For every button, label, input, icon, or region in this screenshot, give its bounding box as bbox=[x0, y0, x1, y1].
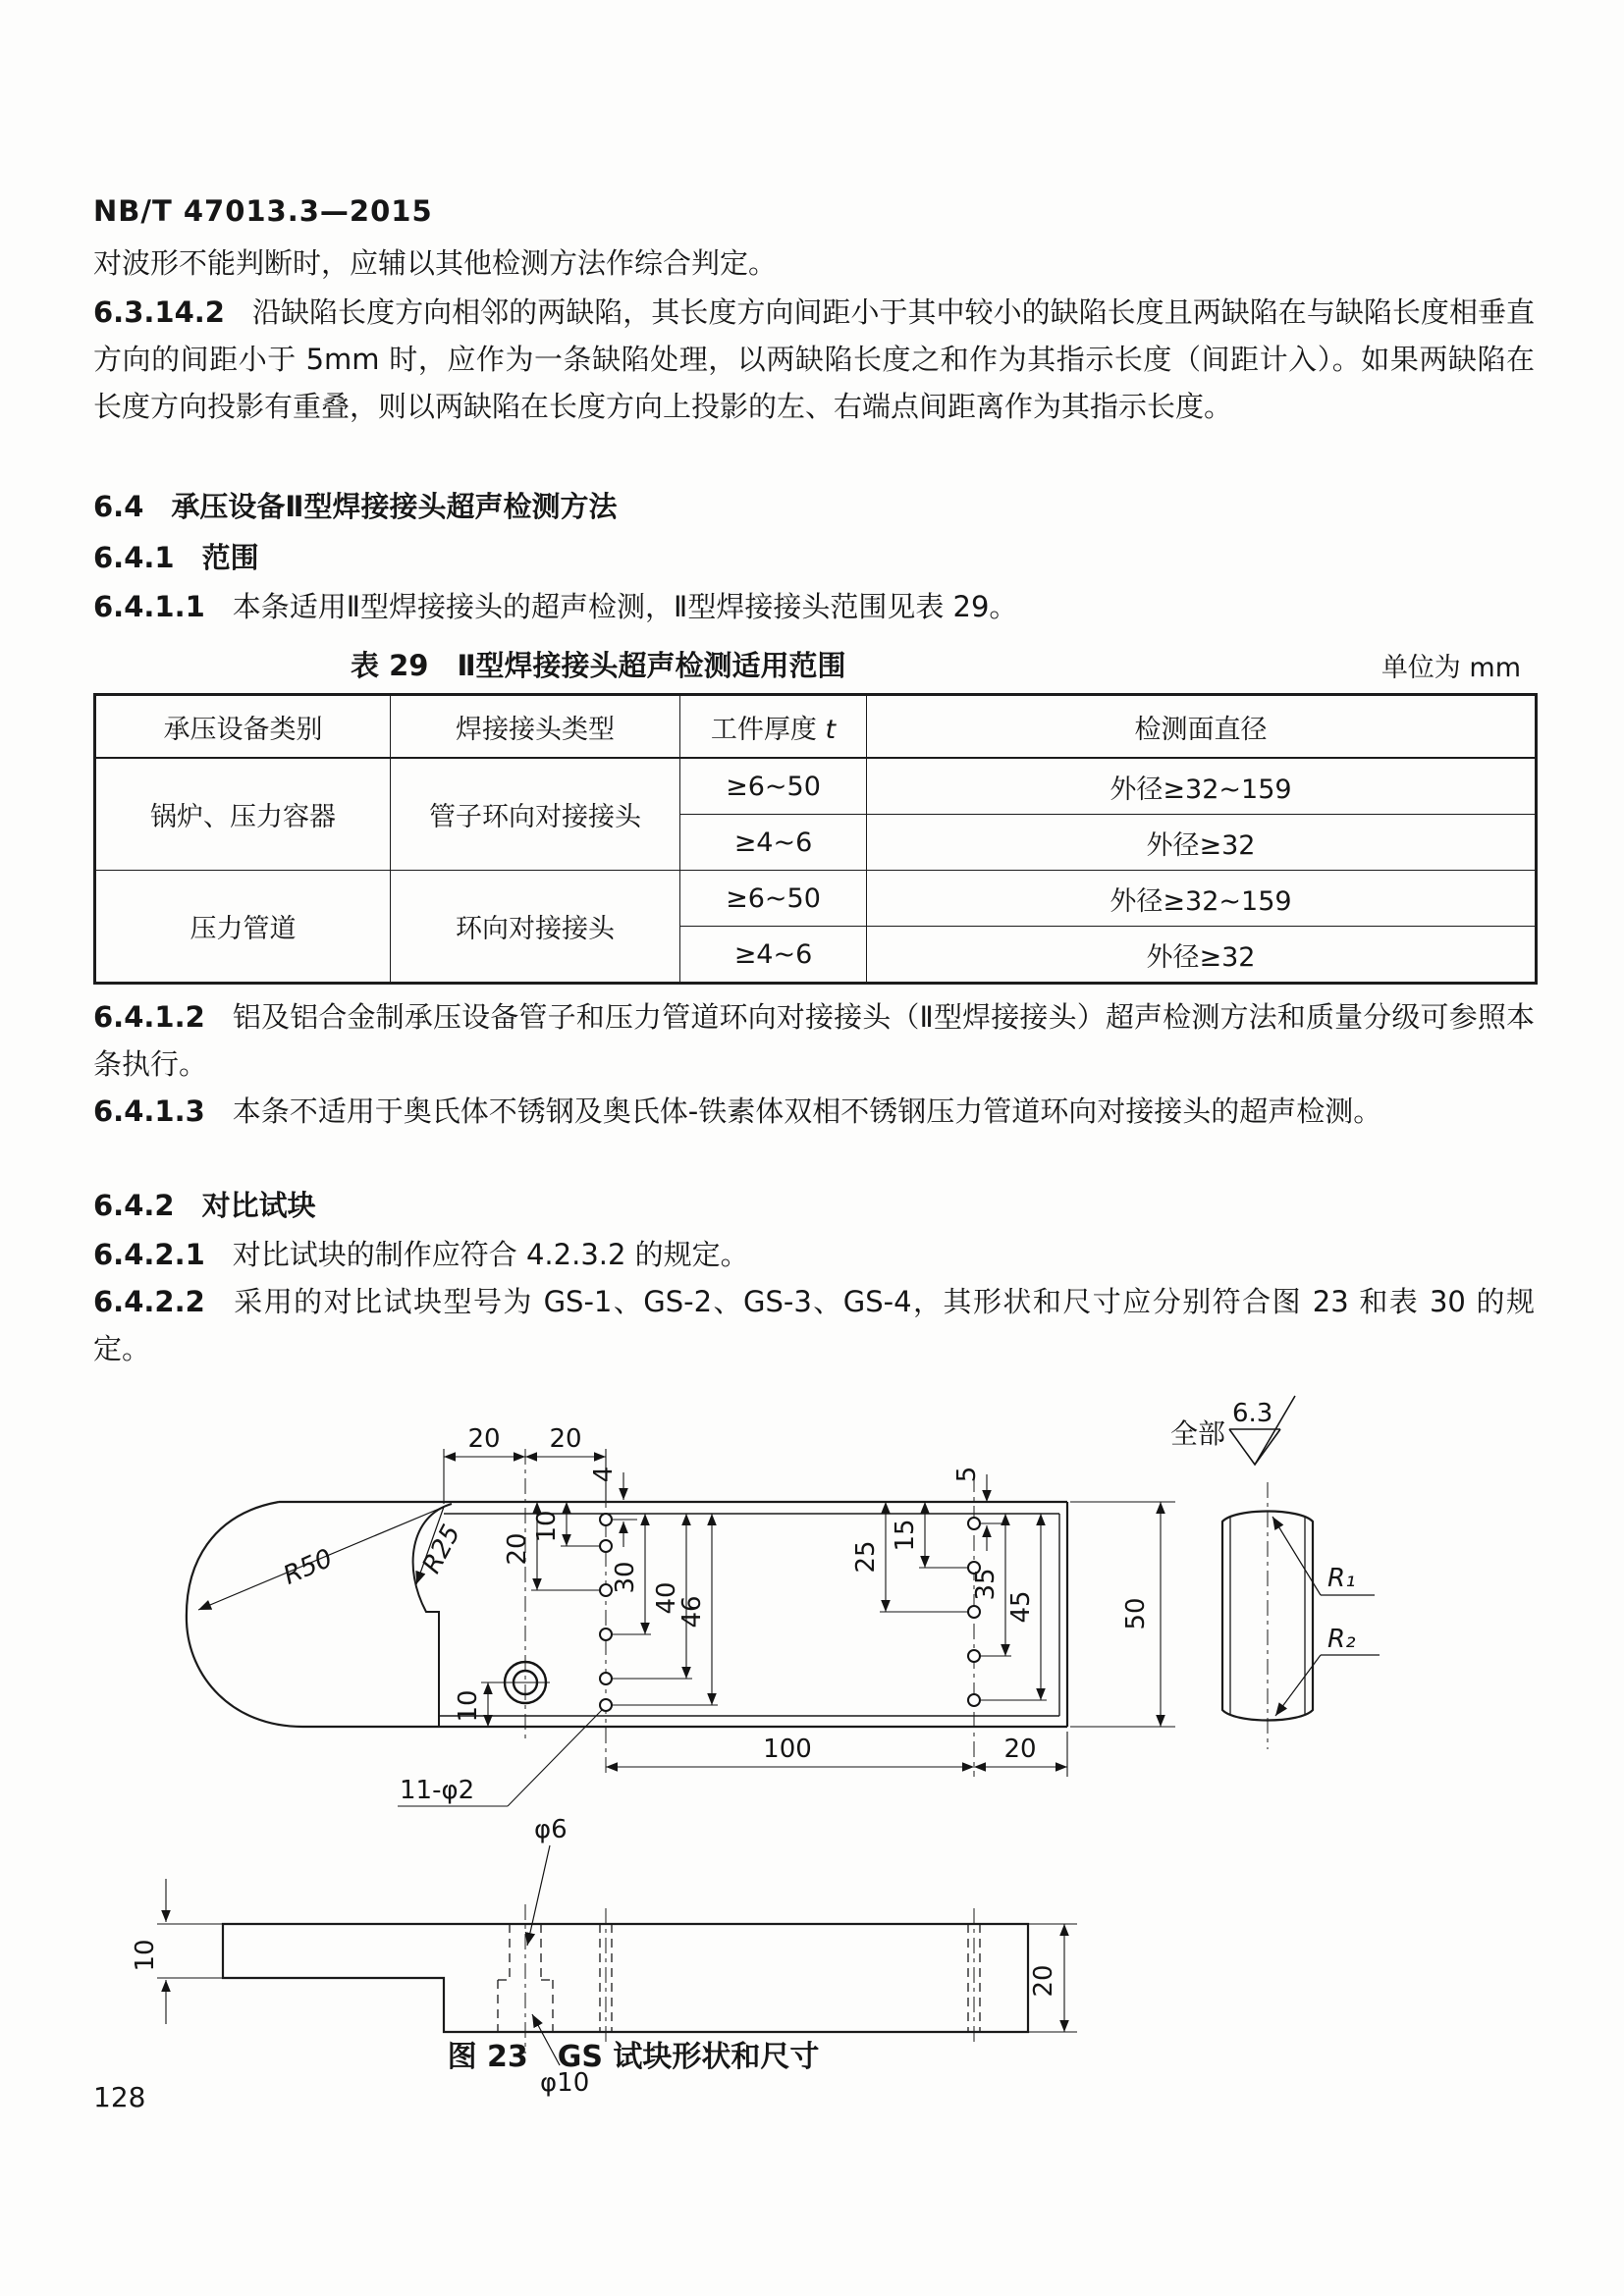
paragraph-6-4-1-1 bbox=[93, 583, 1535, 630]
figure-caption: 图 23 GS 试块形状和尺寸 bbox=[447, 2040, 820, 2074]
table-row bbox=[95, 758, 1537, 815]
cell-equipment: 压力管道 bbox=[95, 871, 391, 984]
col-header-surface-diameter: 检测面直径 bbox=[867, 695, 1537, 759]
paragraph-6-4-1-3 bbox=[93, 1088, 1535, 1135]
dim-label-4: 4 bbox=[589, 1466, 619, 1483]
surface-finish-prefix: 全部 bbox=[1170, 1417, 1226, 1450]
col-header-thickness-text: 工件厚度 bbox=[710, 714, 817, 745]
elevation-dims bbox=[157, 1879, 1077, 2032]
bottom-dims bbox=[606, 1732, 1067, 1777]
cell-joint: 管子环向对接接头 bbox=[391, 758, 680, 871]
table-row bbox=[95, 871, 1537, 927]
cell-surface: 外径≥32 bbox=[867, 815, 1537, 871]
cell-surface: 外径≥32~159 bbox=[867, 871, 1537, 927]
clause-text: 对比试块的制作应符合 4.2.3.2 的规定。 bbox=[232, 1238, 749, 1271]
radius-label-r50: R50 bbox=[279, 1543, 338, 1591]
clause-number: 6.4.1.2 bbox=[93, 1000, 205, 1034]
surface-finish-value: 6.3 bbox=[1232, 1399, 1273, 1428]
clause-number: 6.4.2.1 bbox=[93, 1238, 205, 1271]
holes-label-11-phi2: 11-φ2 bbox=[400, 1776, 475, 1805]
elevation-outline bbox=[223, 1924, 1028, 2032]
table-header-row bbox=[95, 695, 1537, 759]
clause-number: 6.4.2.2 bbox=[93, 1285, 205, 1318]
heading-text: 对比试块 bbox=[201, 1189, 316, 1222]
hole-label-phi10: φ10 bbox=[540, 2068, 590, 2098]
clause-number: 6.4.1.3 bbox=[93, 1095, 205, 1128]
table-29 bbox=[93, 693, 1538, 985]
table-title-bar bbox=[93, 644, 1535, 687]
clause-text: 本条不适用于奥氏体不锈钢及奥氏体-铁素体双相不锈钢压力管道环向对接接头的超声检测。 bbox=[232, 1095, 1382, 1128]
dim-label-cb-10: 10 bbox=[454, 1689, 483, 1723]
page-number: 128 bbox=[93, 2081, 146, 2113]
dim-label-15: 15 bbox=[891, 1519, 920, 1552]
cell-thickness: ≥4~6 bbox=[680, 815, 867, 871]
paragraph-text: 对波形不能判断时，应辅以其他检测方法作综合判定。 bbox=[93, 246, 778, 280]
cell-thickness: ≥6~50 bbox=[680, 871, 867, 927]
clause-text: 本条适用Ⅱ型焊接接头的超声检测，Ⅱ型焊接接头范围见表 29。 bbox=[232, 590, 1018, 623]
clause-number: 6.3.14.2 bbox=[93, 295, 225, 329]
dim-label-45: 45 bbox=[1006, 1590, 1036, 1624]
table-unit-label: 单位为 mm bbox=[1380, 653, 1521, 683]
dim-label-elev-10: 10 bbox=[131, 1939, 160, 1972]
table-title: 表 29 Ⅱ型焊接接头超声检测适用范围 bbox=[351, 649, 846, 682]
cell-surface: 外径≥32 bbox=[867, 927, 1537, 984]
radius-label-r1: R₁ bbox=[1327, 1564, 1356, 1593]
clause-number: 6.4 bbox=[93, 490, 144, 523]
cell-equipment: 锅炉、压力容器 bbox=[95, 758, 391, 871]
clause-number: 6.4.2 bbox=[93, 1189, 175, 1222]
paragraph-6-4-1-2 bbox=[93, 993, 1535, 1088]
radius-label-r2: R₂ bbox=[1327, 1625, 1356, 1654]
col-header-joint-type: 焊接接头类型 bbox=[391, 695, 680, 759]
elevation-hidden-lines bbox=[498, 1924, 980, 2032]
dim-label-top-20a: 20 bbox=[467, 1424, 501, 1454]
dim-label-30: 30 bbox=[611, 1561, 640, 1594]
col-header-thickness bbox=[680, 695, 867, 759]
cell-thickness: ≥4~6 bbox=[680, 927, 867, 984]
heading-6-4 bbox=[93, 483, 1535, 530]
dim-label-10: 10 bbox=[532, 1510, 562, 1543]
col-header-equipment: 承压设备类别 bbox=[95, 695, 391, 759]
paragraph-intro bbox=[93, 240, 1535, 287]
clause-text: 采用的对比试块型号为 GS-1、GS-2、GS-3、GS-4，其形状和尺寸应分别符合图 23 和表 30 的规定。 bbox=[93, 1285, 1535, 1365]
paragraph-6-4-2-1 bbox=[93, 1231, 1535, 1278]
cell-surface: 外径≥32~159 bbox=[867, 758, 1537, 815]
dim-label-50: 50 bbox=[1121, 1597, 1151, 1630]
counterbore-dim bbox=[481, 1682, 505, 1727]
heading-6-4-2 bbox=[93, 1182, 1535, 1229]
heading-text: 承压设备Ⅱ型焊接接头超声检测方法 bbox=[171, 490, 618, 523]
top-dim-chain bbox=[444, 1449, 606, 1504]
dim-label-elev-20: 20 bbox=[1029, 1964, 1058, 1998]
dim-label-25: 25 bbox=[851, 1540, 881, 1574]
dim-label-20: 20 bbox=[503, 1532, 532, 1566]
heading-6-4-1 bbox=[93, 534, 1535, 581]
dim-label-46: 46 bbox=[677, 1595, 707, 1629]
radius-label-r25: R25 bbox=[416, 1520, 467, 1578]
heading-text: 范围 bbox=[201, 541, 259, 574]
paragraph-6-3-14-2 bbox=[93, 289, 1535, 430]
figure-23-drawing bbox=[110, 1327, 1514, 2112]
plan-view-outline bbox=[187, 1502, 1067, 1727]
thickness-variable: t bbox=[825, 714, 837, 745]
clause-text: 沿缺陷长度方向相邻的两缺陷，其长度方向间距小于其中较小的缺陷长度且两缺陷在与缺陷长度相垂直方向的间距小于 5mm 时，应作为一条缺陷处理，以两缺陷长度之和作为其指示长度（间距计入）。如果两缺陷在长度方向投影有重叠，则以两缺陷在长度方向上投影的左、右端点间距离作为其指示长度。 bbox=[93, 295, 1535, 423]
standard-number-header: NB/T 47013.3—2015 bbox=[93, 194, 433, 228]
right-depth-dims bbox=[880, 1474, 1047, 1700]
cell-joint: 环向对接接头 bbox=[391, 871, 680, 984]
dim-label-40: 40 bbox=[652, 1581, 681, 1615]
hole-label-phi6: φ6 bbox=[534, 1815, 568, 1844]
dim-label-35: 35 bbox=[971, 1568, 1001, 1601]
clause-number: 6.4.1.1 bbox=[93, 590, 205, 623]
dim-label-100: 100 bbox=[763, 1735, 812, 1764]
clause-text: 铝及铝合金制承压设备管子和压力管道环向对接接头（Ⅱ型焊接接头）超声检测方法和质量分级可参照本条执行。 bbox=[93, 1000, 1535, 1081]
dim-label-top-20b: 20 bbox=[549, 1424, 582, 1454]
cell-thickness: ≥6~50 bbox=[680, 758, 867, 815]
side-radius-leaders bbox=[1272, 1517, 1380, 1716]
dim-label-5: 5 bbox=[952, 1466, 982, 1483]
clause-number: 6.4.1 bbox=[93, 541, 175, 574]
dim-label-bottom-20: 20 bbox=[1003, 1735, 1037, 1764]
